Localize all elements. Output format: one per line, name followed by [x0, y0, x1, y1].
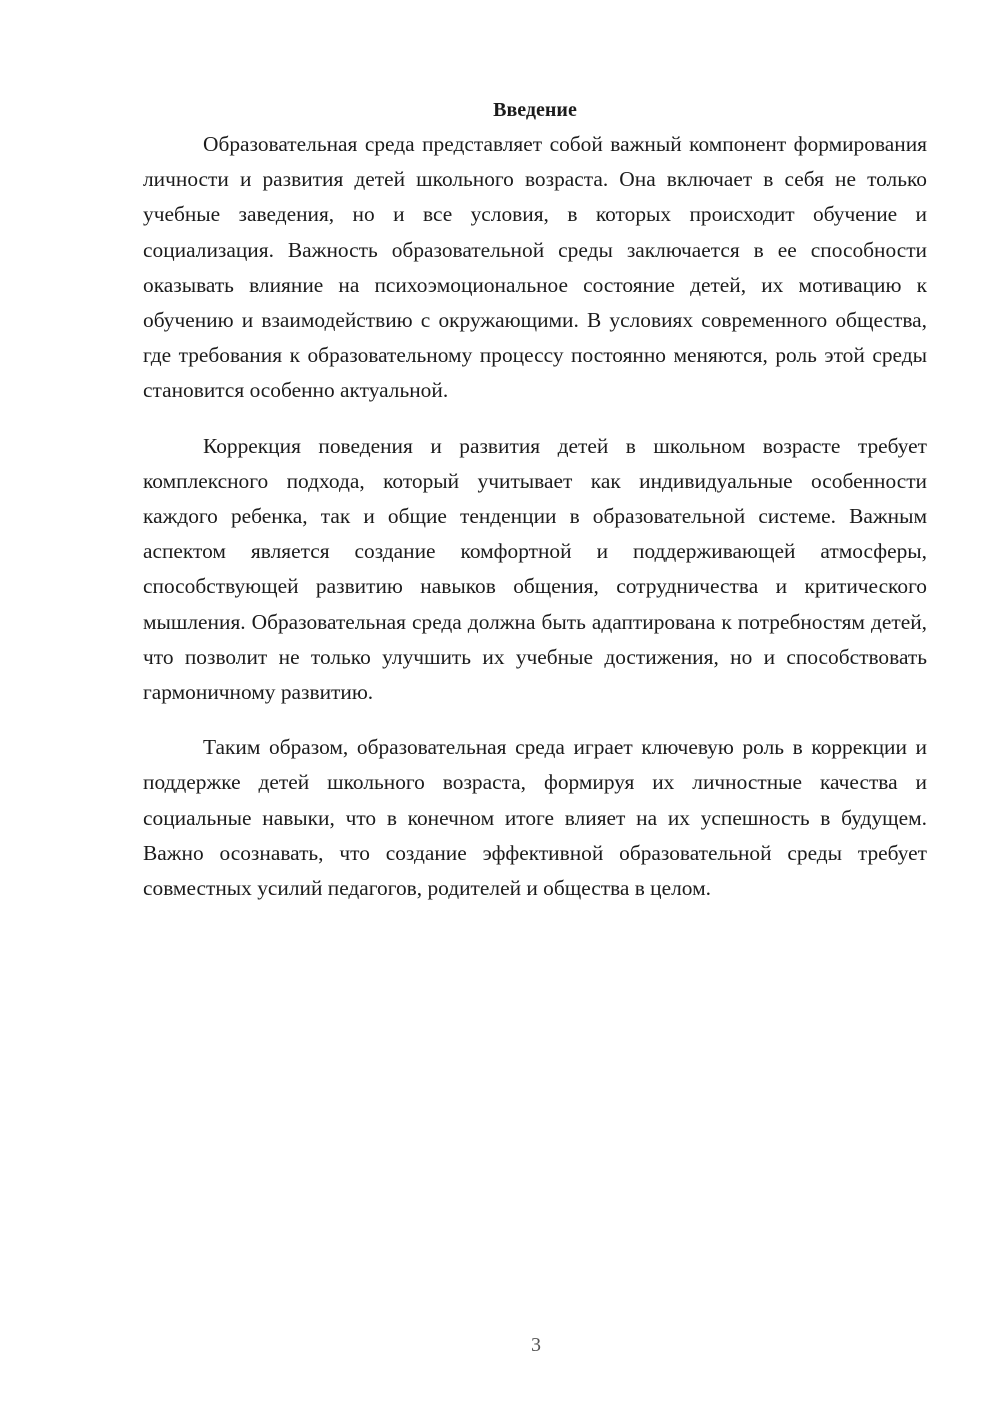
- section-title: Введение: [493, 99, 577, 121]
- page-number: 3: [531, 1334, 541, 1356]
- paragraph-2: Коррекция поведения и развития детей в школьном возрасте требует комплексного подхода, который учитывает как индивидуальные особенности каждого ребенка, так и общие тенденции в образовательной системе. Важным аспектом является создание комфортной и поддерживающей атмосферы, способствующей развитию навыков общения, сотрудничества и критического мышления. Образовательная среда должна быть адаптирована к потребностям детей, что позволит не только улучшить их учебные достижения, но и способствовать гармоничному развитию.: [143, 433, 927, 705]
- paragraph-3: Таким образом, образовательная среда играет ключевую роль в коррекции и поддержке детей школьного возраста, формируя их личностные качества и социальные навыки, что в конечном итоге влияет на их успешность в будущем. Важно осознавать, что создание эффективной образовательной среды требует совместных усилий педагогов, родителей и общества в целом.: [143, 735, 927, 901]
- page-content: [143, 94, 927, 926]
- paragraph-1: Образовательная среда представляет собой важный компонент формирования личности и развития детей школьного возраста. Она включает в себя не только учебные заведения, но и все условия, в которых происходит обучение и социализация. Важность образовательной среды заключается в ее способности оказывать влияние на психоэмоциональное состояние детей, их мотивацию к обучению и взаимодействию с окружающими. В условиях современного общества, где требования к образовательному процессу постоянно меняются, роль этой среды становится особенно актуальной.: [143, 132, 927, 403]
